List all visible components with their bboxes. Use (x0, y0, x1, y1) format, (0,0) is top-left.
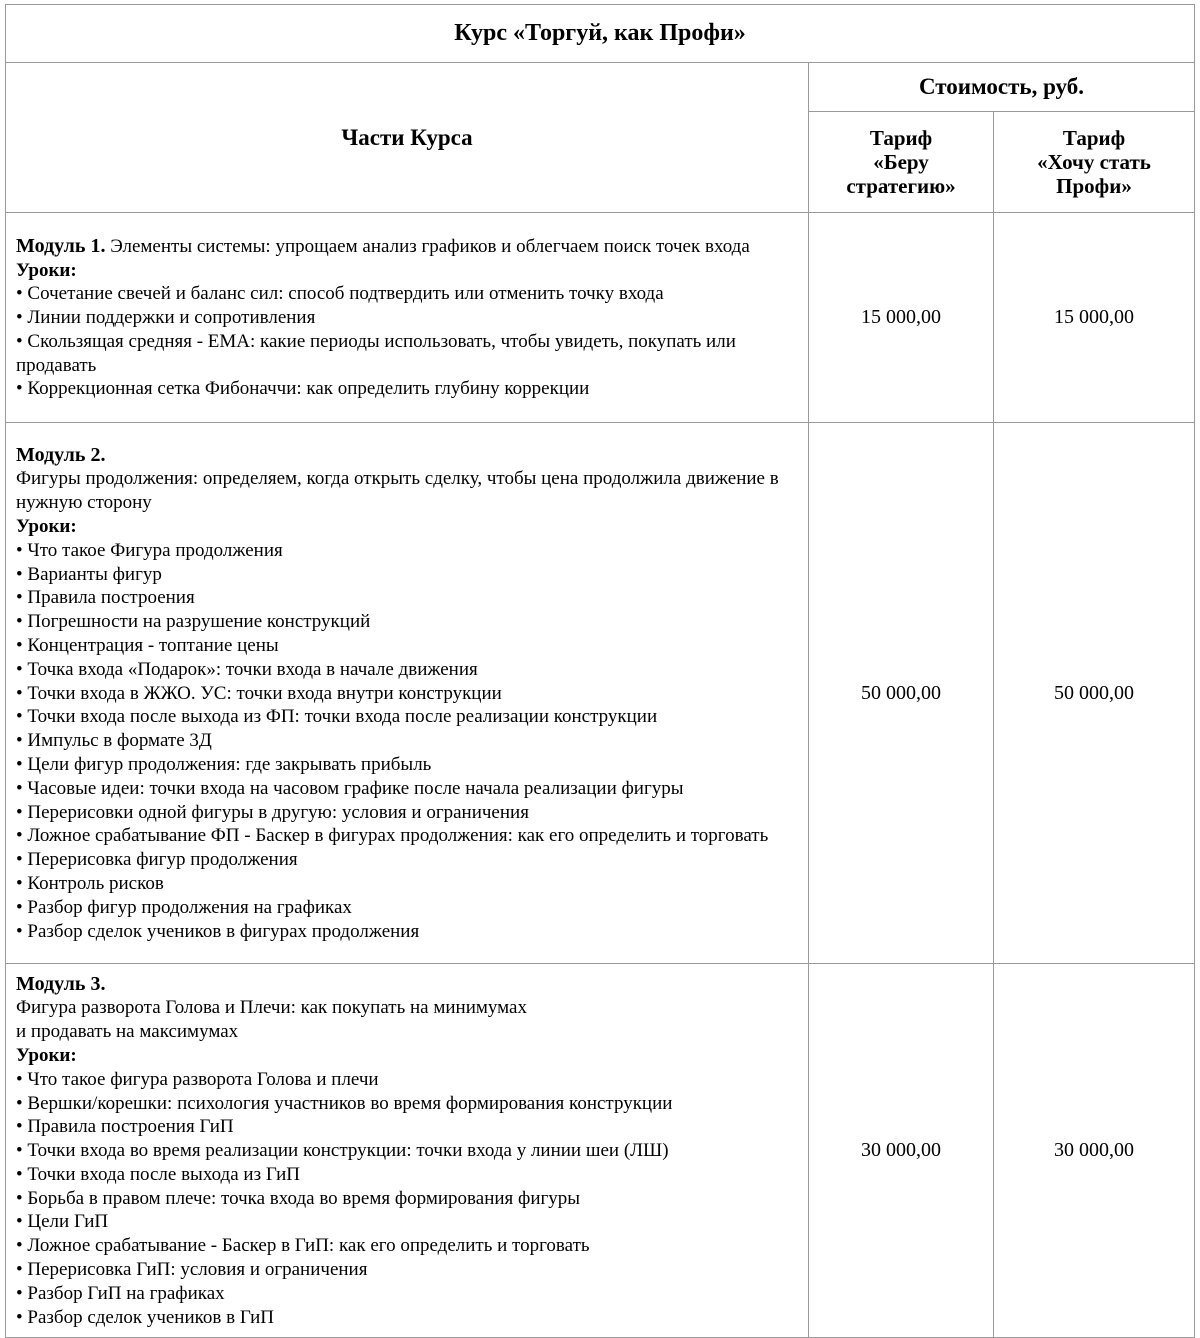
module-2-lesson: • Точки входа после выхода из ФП: точки входа после реализации конструкции (16, 706, 658, 728)
module-2-lesson: • Точка входа «Подарок»: точки входа в начале движения (16, 658, 478, 680)
module-2-label: Модуль 2. (16, 443, 106, 466)
module-3-price-tariff-2: 30 000,00 (994, 964, 1195, 1338)
tariff-2-header: Тариф «Хочу стать Профи» (994, 112, 1195, 213)
module-3-lesson: • Разбор ГиП на графиках (16, 1282, 225, 1304)
module-1-lesson: • Сочетание свечей и баланс сил: способ подтвердить или отменить точку входа (16, 283, 664, 305)
tariff-1-header: Тариф «Беру стратегию» (809, 112, 994, 213)
module-2-lesson: • Перерисовка фигур продолжения (16, 849, 298, 871)
module-2-lesson: • Перерисовки одной фигуры в другую: условия и ограничения (16, 801, 529, 823)
module-3-cell (6, 964, 809, 1338)
module-2-cell (6, 423, 809, 964)
module-3-lesson: • Точки входа во время реализации конструкции: точки входа у линии шеи (ЛШ) (16, 1140, 669, 1162)
header-row-cost (6, 63, 1195, 112)
module-row-2 (6, 423, 1195, 964)
module-2-lesson: • Контроль рисков (16, 872, 164, 894)
module-3-lesson: • Точки входа после выхода из ГиП (16, 1163, 300, 1185)
module-row-1 (6, 213, 1195, 423)
module-3-lesson: • Правила построения ГиП (16, 1116, 234, 1138)
module-3-lesson: • Ложное срабатывание - Баскер в ГиП: как его определить и торговать (16, 1235, 590, 1257)
module-3-lesson: • Перерисовка ГиП: условия и ограничения (16, 1259, 368, 1281)
module-3-lessons-label: Уроки: (16, 1044, 77, 1066)
module-2-price-tariff-1: 50 000,00 (809, 423, 994, 964)
module-3-label: Модуль 3. (16, 972, 106, 995)
module-3-lesson: • Разбор сделок учеников в ГиП (16, 1306, 275, 1328)
module-3-description-line: Фигура разворота Голова и Плечи: как покупать на минимумах (16, 997, 527, 1019)
module-2-lesson: • Варианты фигур (16, 563, 162, 585)
module-1-lesson: • Линии поддержки и сопротивления (16, 307, 316, 329)
module-1-price-tariff-2: 15 000,00 (994, 213, 1195, 423)
module-2-lesson: • Ложное срабатывание ФП - Баскер в фигурах продолжения: как его определить и торговать (16, 825, 769, 847)
module-2-description: Фигуры продолжения: определяем, когда открыть сделку, чтобы цена продолжила движение в нужную сторону (16, 468, 779, 514)
course-pricing-table (5, 4, 1195, 1338)
module-2-price-tariff-2: 50 000,00 (994, 423, 1195, 964)
module-1-cell (6, 213, 809, 423)
module-3-lesson: • Что такое фигура разворота Голова и плечи (16, 1068, 379, 1090)
parts-header: Части Курса (6, 63, 809, 213)
module-3-price-tariff-1: 30 000,00 (809, 964, 994, 1338)
module-2-lesson: • Что такое Фигура продолжения (16, 539, 283, 561)
module-1-lesson: • Скользящая средняя - ЕМА: какие периоды использовать, чтобы увидеть, покупать или продавать (16, 330, 736, 376)
module-2-lesson: • Правила построения (16, 587, 195, 609)
module-1-lessons-label: Уроки: (16, 259, 77, 281)
module-row-3 (6, 964, 1195, 1338)
module-1-price-tariff-1: 15 000,00 (809, 213, 994, 423)
module-3-description-line: и продавать на максимумах (16, 1021, 239, 1043)
module-1-lesson: • Коррекционная сетка Фибоначчи: как определить глубину коррекции (16, 378, 590, 400)
module-3-lesson: • Борьба в правом плече: точка входа во время формирования фигуры (16, 1187, 581, 1209)
module-3-lesson: • Вершки/корешки: психология участников во время формирования конструкции (16, 1092, 673, 1114)
module-1-label: Модуль 1. (16, 234, 106, 257)
module-2-lesson: • Импульс в формате 3Д (16, 730, 212, 752)
module-2-lesson: • Цели фигур продолжения: где закрывать прибыль (16, 753, 432, 775)
cost-header: Стоимость, руб. (809, 63, 1195, 112)
table-title: Курс «Торгуй, как Профи» (6, 5, 1195, 63)
title-row (6, 5, 1195, 63)
module-2-lesson: • Разбор фигур продолжения на графиках (16, 896, 352, 918)
module-3-lesson: • Цели ГиП (16, 1211, 109, 1233)
module-2-lesson: • Точки входа в ЖЖО. УС: точки входа внутри конструкции (16, 682, 502, 704)
module-1-heading (16, 235, 798, 259)
module-2-lesson: • Разбор сделок учеников в фигурах продолжения (16, 920, 420, 942)
module-2-lesson: • Концентрация - топтание цены (16, 635, 279, 656)
module-2-lesson: • Погрешности на разрушение конструкций (16, 611, 371, 633)
module-2-lessons-label: Уроки: (16, 516, 77, 538)
module-2-lesson: • Часовые идеи: точки входа на часовом графике после начала реализации фигуры (16, 777, 684, 799)
module-1-description: Элементы системы: упрощаем анализ графиков и облегчаем поиск точек входа (105, 235, 750, 257)
